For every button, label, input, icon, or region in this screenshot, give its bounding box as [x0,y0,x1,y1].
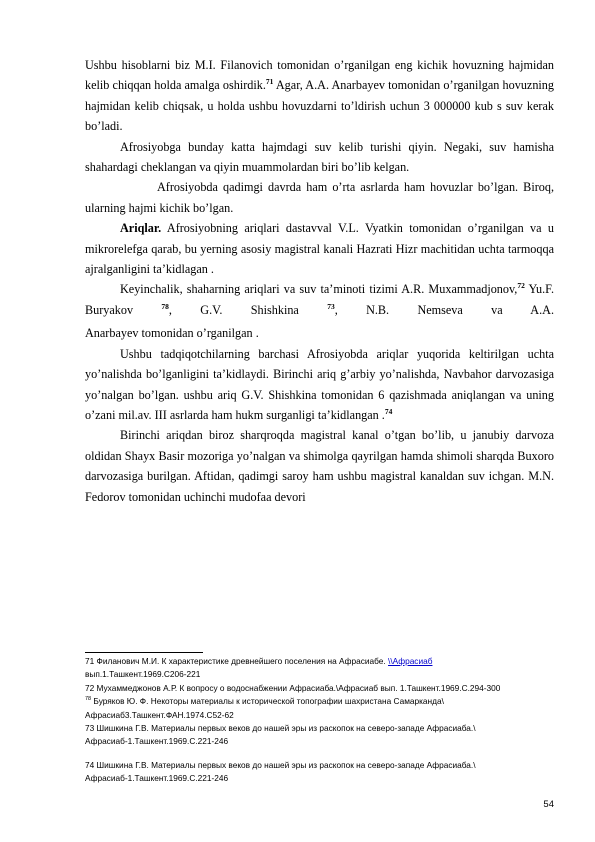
paragraph-text: Anarbayev tomonidan o’rganilgan . [85,326,259,341]
footnote-separator [85,652,203,653]
footnote-78: $^{78}$ Буряков Ю. Ф. Некоторы материалы к исторической топографии шахристана Самарканда\ [85,696,444,707]
paragraph-4 [85,218,554,279]
footnote-73-cont: Афрасиаб-1.Ташкент.1969.С.221-246 [85,736,229,747]
footnote-ref-72[interactable]: 72 [517,281,525,291]
footnote-ref-71[interactable]: 71 [265,77,274,87]
paragraph-2 [85,137,554,178]
paragraph-5 [85,279,554,320]
section-heading-ariqlar: Ariqlar. [120,221,162,236]
footnote-ref-74[interactable]: 74 [384,406,393,416]
paragraph-1 [85,55,554,137]
footnote-gap [85,749,554,759]
paragraph-text: Birinchi ariqdan biroz sharqroqda magistral kanal o’tgan bo’lib, u janubiy darvoza oldidan Shayx Basir mozoriga yo’nalgan va shimolga qayrilgan hamda shimoli sharqda Buxoro darvozasiga burilgan. Aftidan, qadimgi saroy ham ushbu magistral kanaldan suv ichgan. M.N. Fedorov tomonidan uchinchi mudofaa devori [85,428,554,504]
footnote-71: 71 Филанович М.И. К характеристике древнейшего поселения на Афрасиабе. \\Афрасиаб [85,656,433,666]
paragraph-text: Yu.F. Buryakov [85,282,554,317]
footnote-72: 72 Мухаммеджонов А.Р. К вопросу о водоснабжении Афрасиаба.\Афрасиаб вып. 1.Ташкент.1969.С.294-300 [85,682,501,693]
page-number: 54 [543,799,554,810]
footnote-74-cont: Афрасиаб-1.Ташкент.1969.С.221-246 [85,773,229,784]
paragraph-text: , G.V. Shishkina [168,302,328,317]
paragraph-text: Afrosiyobning ariqlari dastavval V.L. Vyatkin tomonidan o’rganilgan va u mikrorelefga qarab, bu yerning asosiy magistral kanali Hazrati Hizr machitidan uchta tarmoqqa ajralganligini ta’kidlagan . [85,221,554,277]
paragraph-5-cont [85,323,554,343]
footnote-ref-73[interactable]: 73 [327,301,335,311]
paragraph-3 [85,177,554,218]
footnote-74: 74 Шишкина Г.В. Материалы первых веков до нашей эры из раскопок на северо-западе Афрасиаба.\ [85,759,476,770]
footnote-ref-78[interactable]: 78 [161,301,169,311]
paragraph-6 [85,344,554,426]
document-body [85,55,554,507]
footnotes [85,655,554,786]
afrasiab-link[interactable]: \\Афрасиаб [388,656,433,666]
paragraph-text: Afrosiyobga bunday katta hajmdagi suv kelib turishi qiyin. Negaki, suv hamisha shahardagi cheklangan va qiyin muammolardan biri bo’lib kelgan. [85,139,554,175]
paragraph-text: Ushbu tadqiqotchilarning barchasi Afrosiyobda ariqlar yuqorida keltirilgan uchta yo’nalishda bo’lganligini ta’kidlaydi. Birinchi ariq g’arbiy yo’nalishda, Navbahor darvozasiga yo’nalgan bo’lgan. ushbu ariq G.V. Shishkina tomonidan 6 qazishmada aniqlangan va uning o’zani mil.av. III asrlarda ham hukm surganligi ta’kidlangan . [85,346,554,422]
footnote-78-cont: Афрасиаб3.Ташкент.ФАН.1974.С52-62 [85,709,234,720]
paragraph-text: , N.B. Nemseva va A.A. [334,302,554,317]
paragraph-text: Afrosiyobda qadimgi davrda ham o’rta asrlarda ham hovuzlar bo’lgan. Biroq, ularning hajmi kichik bo’lgan. [85,180,554,215]
footnote-73: 73 Шишкина Г.В. Материалы первых веков до нашей эры из раскопок на северо-западе Афрасиаба.\ [85,723,476,734]
paragraph-text: Ushbu hisoblarni biz M.I. Filanovich tomonidan o’rganilgan eng kichik hovuzning hajmidan kelib chiqqan holda amalga oshirdik. [85,58,554,93]
footnote-71-cont: вып.1.Ташкент.1969.С206-221 [85,669,201,680]
paragraph-7 [85,425,554,507]
paragraph-text: Agar, A.A. Anarbayev tomonidan o’rganilgan hovuzning hajmidan kelib chiqsak, u holda ushbu hovuzdarni to’ldirish uchun 3 000000 kub s suv kerak bo’ladi. [85,78,554,134]
paragraph-text: Keyinchalik, shaharning ariqlari va suv ta’minoti tizimi A.R. Muxammadjonov, [120,282,518,297]
